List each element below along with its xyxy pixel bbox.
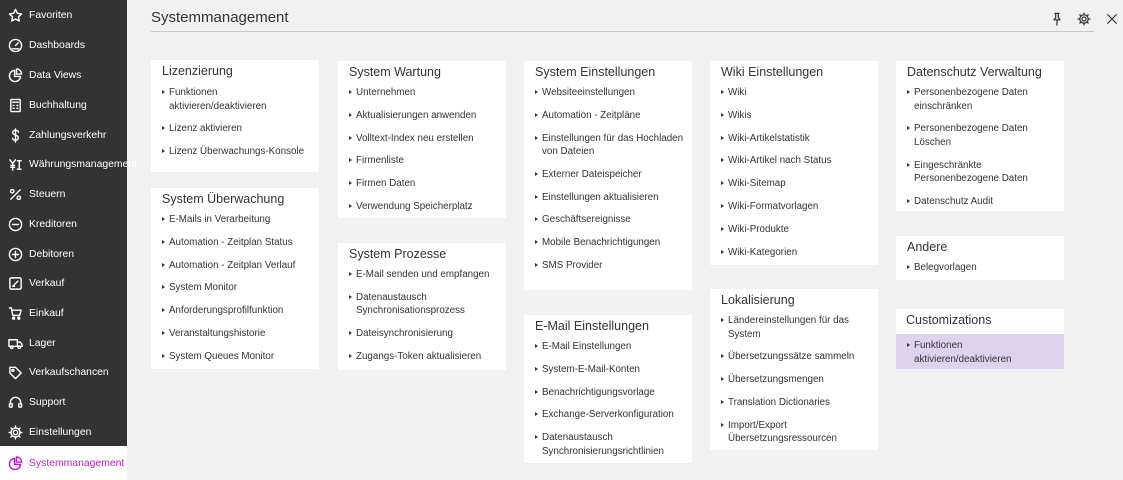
card-link[interactable]: Zugangs-Token aktualisieren [349, 350, 500, 364]
sidebar-item-favoriten[interactable] [0, 1, 127, 29]
card-wiki-einstellungen [710, 61, 878, 265]
star-icon [7, 7, 23, 23]
card-link[interactable]: Unternehmen [349, 86, 500, 100]
card-link[interactable]: System Monitor [162, 281, 313, 295]
card-list [907, 339, 1058, 375]
sidebar-item-label: Systemmanagement [29, 457, 125, 469]
card-link[interactable]: Automation - Zeitplan Status [162, 236, 313, 250]
sidebar-item-debitoren[interactable] [0, 240, 127, 268]
card-list [535, 86, 686, 282]
card-link[interactable]: Übersetzungsmengen [721, 373, 872, 387]
close-button[interactable] [1104, 11, 1120, 27]
card-title: Lizenzierung [162, 64, 233, 78]
card-title: Customizations [906, 313, 992, 327]
card-list [162, 213, 313, 373]
sidebar-item-label: Verkaufschancen [29, 366, 109, 378]
calculator-icon [7, 97, 23, 113]
card-link[interactable]: Wiki-Sitemap [721, 177, 872, 191]
card-lokalisierung [710, 289, 878, 450]
sidebar-item-label: Data Views [29, 69, 82, 81]
card-link[interactable]: Funktionen aktivieren/deaktivieren [907, 339, 1058, 366]
card-link[interactable]: Import/Export Übersetzungsressourcen [721, 419, 872, 446]
card-link[interactable]: Anforderungsprofilfunktion [162, 304, 313, 318]
sidebar-item-verkaufschancen[interactable] [0, 358, 127, 386]
card-link[interactable]: Funktionen aktivieren/deaktivieren [162, 86, 313, 113]
card-title: System Wartung [349, 65, 441, 79]
card-link[interactable]: Externer Dateispeicher [535, 168, 686, 182]
sidebar-item-steuern[interactable] [0, 180, 127, 208]
header-divider [151, 31, 1094, 32]
sidebar-item-einstellungen[interactable] [0, 418, 127, 446]
currency-exchange-icon [7, 156, 23, 172]
card-email-einstellungen [524, 315, 692, 463]
headset-icon [7, 394, 23, 410]
pin-icon [1050, 12, 1064, 26]
card-link[interactable]: Personenbezogene Daten Löschen [907, 122, 1058, 149]
gear-icon [1077, 12, 1091, 26]
card-system-ueberwachung [151, 188, 319, 369]
sidebar-item-label: Kreditoren [29, 218, 77, 230]
card-list [721, 86, 872, 268]
card-title: Datenschutz Verwaltung [907, 65, 1042, 79]
card-title: System Einstellungen [535, 65, 656, 79]
card-link[interactable]: E-Mail senden und empfangen [349, 268, 500, 282]
card-link[interactable]: Datenaustausch Synchronisationsprozess [349, 291, 500, 318]
card-link[interactable]: Firmen Daten [349, 177, 500, 191]
page-title: Systemmanagement [151, 9, 289, 26]
sidebar-item-label: Favoriten [29, 9, 73, 21]
sidebar-item-label: Debitoren [29, 248, 75, 260]
card-title: Lokalisierung [721, 293, 795, 307]
pie-chart-icon [7, 455, 23, 471]
sidebar-item-kreditoren[interactable] [0, 210, 127, 238]
card-link[interactable]: Wiki-Produkte [721, 223, 872, 237]
card-link[interactable]: Exchange-Serverkonfiguration [535, 408, 686, 422]
card-link[interactable]: System-E-Mail-Konten [535, 363, 686, 377]
settings-button[interactable] [1076, 11, 1092, 27]
card-link[interactable]: Datenaustausch Synchronisierungsrichtlinien [535, 431, 686, 458]
card-link[interactable]: Automation - Zeitplan Verlauf [162, 259, 313, 273]
card-list [721, 314, 872, 455]
card-list [349, 86, 500, 223]
card-link[interactable]: Wiki-Formatvorlagen [721, 200, 872, 214]
card-link[interactable]: Eingeschränkte Personenbezogene Daten [907, 159, 1058, 186]
sidebar-item-waehrungsmanagement[interactable] [0, 150, 138, 178]
close-icon [1105, 12, 1119, 26]
card-link[interactable]: Automation - Zeitpläne [535, 109, 686, 123]
card-title: E-Mail Einstellungen [535, 319, 649, 333]
pie-chart-icon [7, 67, 23, 83]
sidebar-item-einkauf[interactable] [0, 299, 127, 327]
card-link[interactable]: Mobile Benachrichtigungen [535, 236, 686, 250]
card-link[interactable]: Wiki [721, 86, 872, 100]
card-link[interactable]: SMS Provider [535, 259, 686, 273]
card-link[interactable]: System Queues Monitor [162, 350, 313, 364]
card-link[interactable]: Geschäftsereignisse [535, 213, 686, 227]
card-list [907, 261, 1058, 284]
sidebar-item-label: Verkauf [29, 277, 65, 289]
card-link[interactable]: Websiteeinstellungen [535, 86, 686, 100]
card-link[interactable]: Wiki-Artikel nach Status [721, 154, 872, 168]
card-link[interactable]: Personenbezogene Daten einschränken [907, 86, 1058, 113]
card-link[interactable]: Datenschutz Audit [907, 195, 1058, 209]
card-list [535, 340, 686, 467]
card-lizenzierung [151, 60, 319, 172]
card-customizations [896, 309, 1064, 369]
card-andere [896, 236, 1064, 280]
tag-icon [7, 364, 23, 380]
edit-icon [7, 275, 23, 291]
sidebar-item-systemmanagement[interactable] [0, 446, 127, 480]
truck-icon [7, 335, 23, 351]
card-system-einstellungen [524, 61, 692, 290]
sidebar-item-lager[interactable] [0, 329, 127, 357]
sidebar-item-dashboards[interactable] [0, 31, 127, 59]
sidebar-item-label: Support [29, 396, 66, 408]
card-title: System Überwachung [162, 192, 285, 206]
pin-button[interactable] [1049, 11, 1065, 27]
card-title: Wiki Einstellungen [721, 65, 824, 79]
card-title: System Prozesse [349, 247, 447, 261]
card-link[interactable]: Wiki-Kategorien [721, 246, 872, 260]
sidebar-item-label: Steuern [29, 188, 66, 200]
card-link[interactable]: Einstellungen für das Hochladen von Dateien [535, 132, 686, 159]
card-link[interactable]: Aktualisierungen anwenden [349, 109, 500, 123]
card-link[interactable]: Veranstaltungshistorie [162, 327, 313, 341]
sidebar-item-label: Dashboards [29, 39, 86, 51]
card-link[interactable]: Ländereinstellungen für das System [721, 314, 872, 341]
sidebar-item-label: Einkauf [29, 307, 64, 319]
cart-icon [7, 305, 23, 321]
sidebar-item-label: Lager [29, 337, 56, 349]
minus-circle-icon [7, 216, 23, 232]
card-list [907, 86, 1058, 218]
card-link[interactable]: Verwendung Speicherplatz [349, 200, 500, 214]
card-system-wartung [338, 61, 506, 218]
sidebar-item-verkauf[interactable] [0, 269, 127, 297]
card-link[interactable]: E-Mail Einstellungen [535, 340, 686, 354]
card-link[interactable]: Translation Dictionaries [721, 396, 872, 410]
dollar-icon [7, 127, 23, 143]
sidebar-item-label: Währungsmanagement [29, 158, 138, 170]
sidebar-item-label: Zahlungsverkehr [29, 129, 107, 141]
card-link[interactable]: Volltext-Index neu erstellen [349, 132, 500, 146]
card-title: Andere [907, 240, 948, 254]
card-list [349, 268, 500, 373]
sidebar-item-buchhaltung[interactable] [0, 91, 127, 119]
card-datenschutz-verwaltung [896, 61, 1064, 211]
gauge-icon [7, 37, 23, 53]
card-link[interactable]: Firmenliste [349, 154, 500, 168]
percent-icon [7, 186, 23, 202]
card-link[interactable]: Wiki-Artikelstatistik [721, 132, 872, 146]
card-list [162, 86, 313, 168]
card-link[interactable]: Dateisynchronisierung [349, 327, 500, 341]
sidebar [0, 0, 138, 480]
card-link[interactable]: Lizenz aktivieren [162, 122, 313, 136]
sidebar-item-data-views[interactable] [0, 61, 127, 89]
card-link[interactable]: Einstellungen aktualisieren [535, 191, 686, 205]
card-link[interactable]: Wikis [721, 109, 872, 123]
card-link[interactable]: Benachrichtigungsvorlage [535, 386, 686, 400]
plus-circle-icon [7, 246, 23, 262]
sidebar-item-label: Buchhaltung [29, 99, 87, 111]
card-system-prozesse [338, 243, 506, 370]
sidebar-item-zahlungsverkehr[interactable] [0, 121, 127, 149]
sidebar-item-label: Einstellungen [29, 426, 92, 438]
card-link[interactable]: Lizenz Überwachungs-Konsole [162, 145, 313, 159]
card-link[interactable]: Übersetzungssätze sammeln [721, 350, 872, 364]
sidebar-item-support[interactable] [0, 388, 127, 416]
card-link[interactable]: E-Mails in Verarbeitung [162, 213, 313, 227]
gear-icon [7, 424, 23, 440]
card-link[interactable]: Belegvorlagen [907, 261, 1058, 275]
